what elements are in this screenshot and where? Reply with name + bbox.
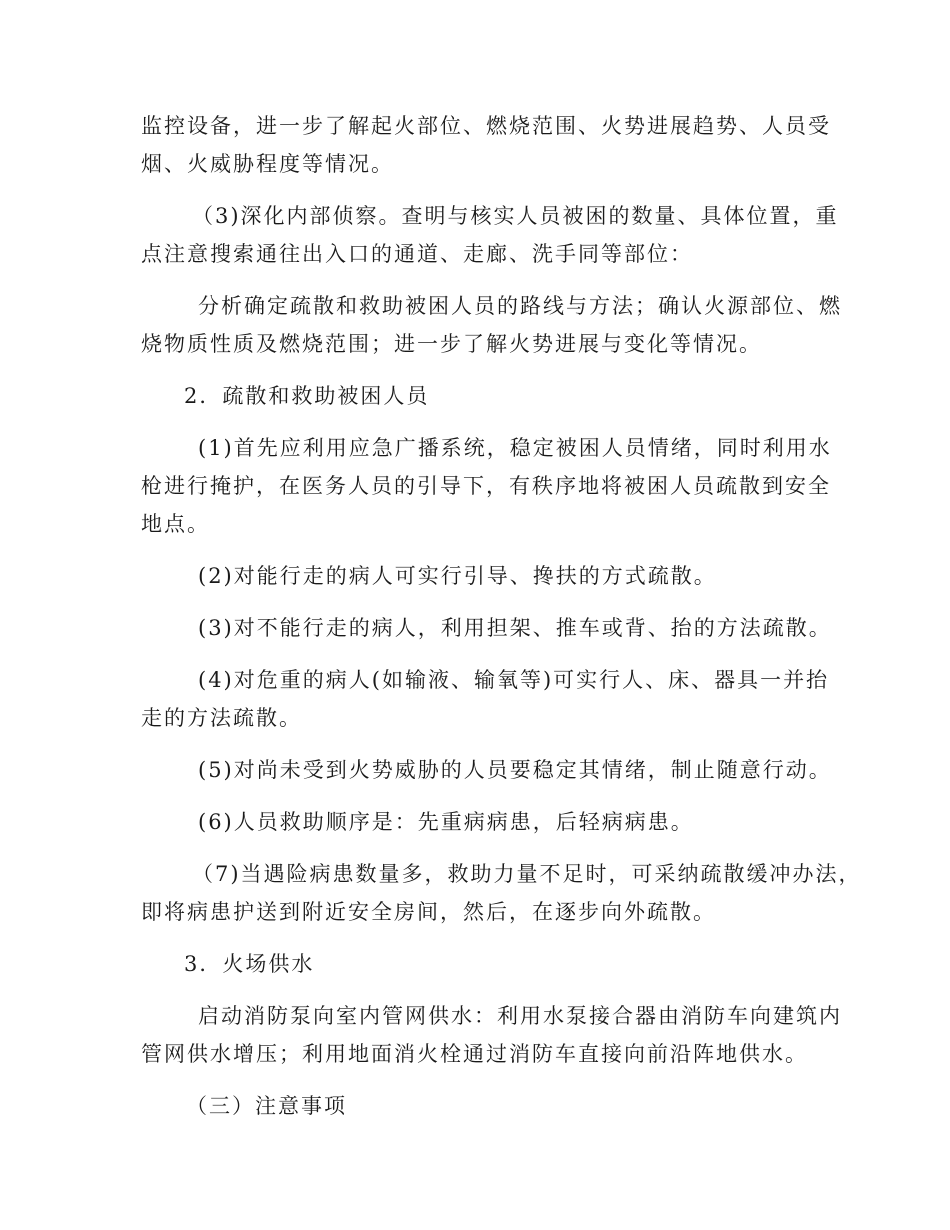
paragraph-line: (6)人员救助顺序是：先重病病患，后轻病病患。 bbox=[198, 810, 694, 834]
paragraph-line: 监控设备，进一步了解起火部位、燃烧范围、火势进展趋势、人员受 bbox=[141, 114, 831, 138]
paragraph-line: 分析确定疏散和救助被困人员的路线与方法；确认火源部位、燃 bbox=[198, 294, 842, 318]
paragraph-line: (1)首先应利用应急广播系统，稳定被困人员情绪，同时利用水 bbox=[198, 436, 832, 460]
paragraph-line: (5)对尚未受到火势威胁的人员要稳定其情绪，制止随意行动。 bbox=[198, 758, 832, 782]
paragraph-line: 即将病患护送到附近安全房间，然后，在逐步向外疏散。 bbox=[141, 900, 716, 924]
paragraph-line: 走的方法疏散。 bbox=[141, 706, 302, 730]
paragraph-line: 地点。 bbox=[141, 512, 210, 536]
section-heading: （三）注意事项 bbox=[186, 1094, 347, 1118]
section-heading: 3．火场供水 bbox=[184, 952, 315, 976]
paragraph-line: (3)对不能行走的病人，利用担架、推车或背、抬的方法疏散。 bbox=[198, 616, 832, 640]
section-heading: 2．疏散和救助被困人员 bbox=[184, 384, 430, 408]
paragraph-line: （3)深化内部侦察。查明与核实人员被困的数量、具体位置，重 bbox=[192, 204, 839, 228]
paragraph-line: 管网供水增压；利用地面消火栓通过消防车直接向前沿阵地供水。 bbox=[141, 1042, 808, 1066]
paragraph-line: 烧物质性质及燃烧范围；进一步了解火势进展与变化等情况。 bbox=[141, 332, 762, 356]
paragraph-line: 点注意搜索通往出入口的通道、走廊、洗手同等部位： bbox=[141, 242, 693, 266]
paragraph-line: 烟、火威胁程度等情况。 bbox=[141, 152, 394, 176]
paragraph-line: （7)当遇险病患数量多，救助力量不足时，可采纳疏散缓冲办法， bbox=[192, 862, 862, 886]
paragraph-line: (2)对能行走的病人可实行引导、搀扶的方式疏散。 bbox=[198, 564, 717, 588]
paragraph-line: 启动消防泵向室内管网供水：利用水泵接合器由消防车向建筑内 bbox=[198, 1004, 842, 1028]
paragraph-line: (4)对危重的病人(如输液、输氧等)可实行人、床、器具一并抬 bbox=[198, 668, 830, 692]
paragraph-line: 枪进行掩护，在医务人员的引导下，有秩序地将被困人员疏散到安全 bbox=[141, 474, 831, 498]
